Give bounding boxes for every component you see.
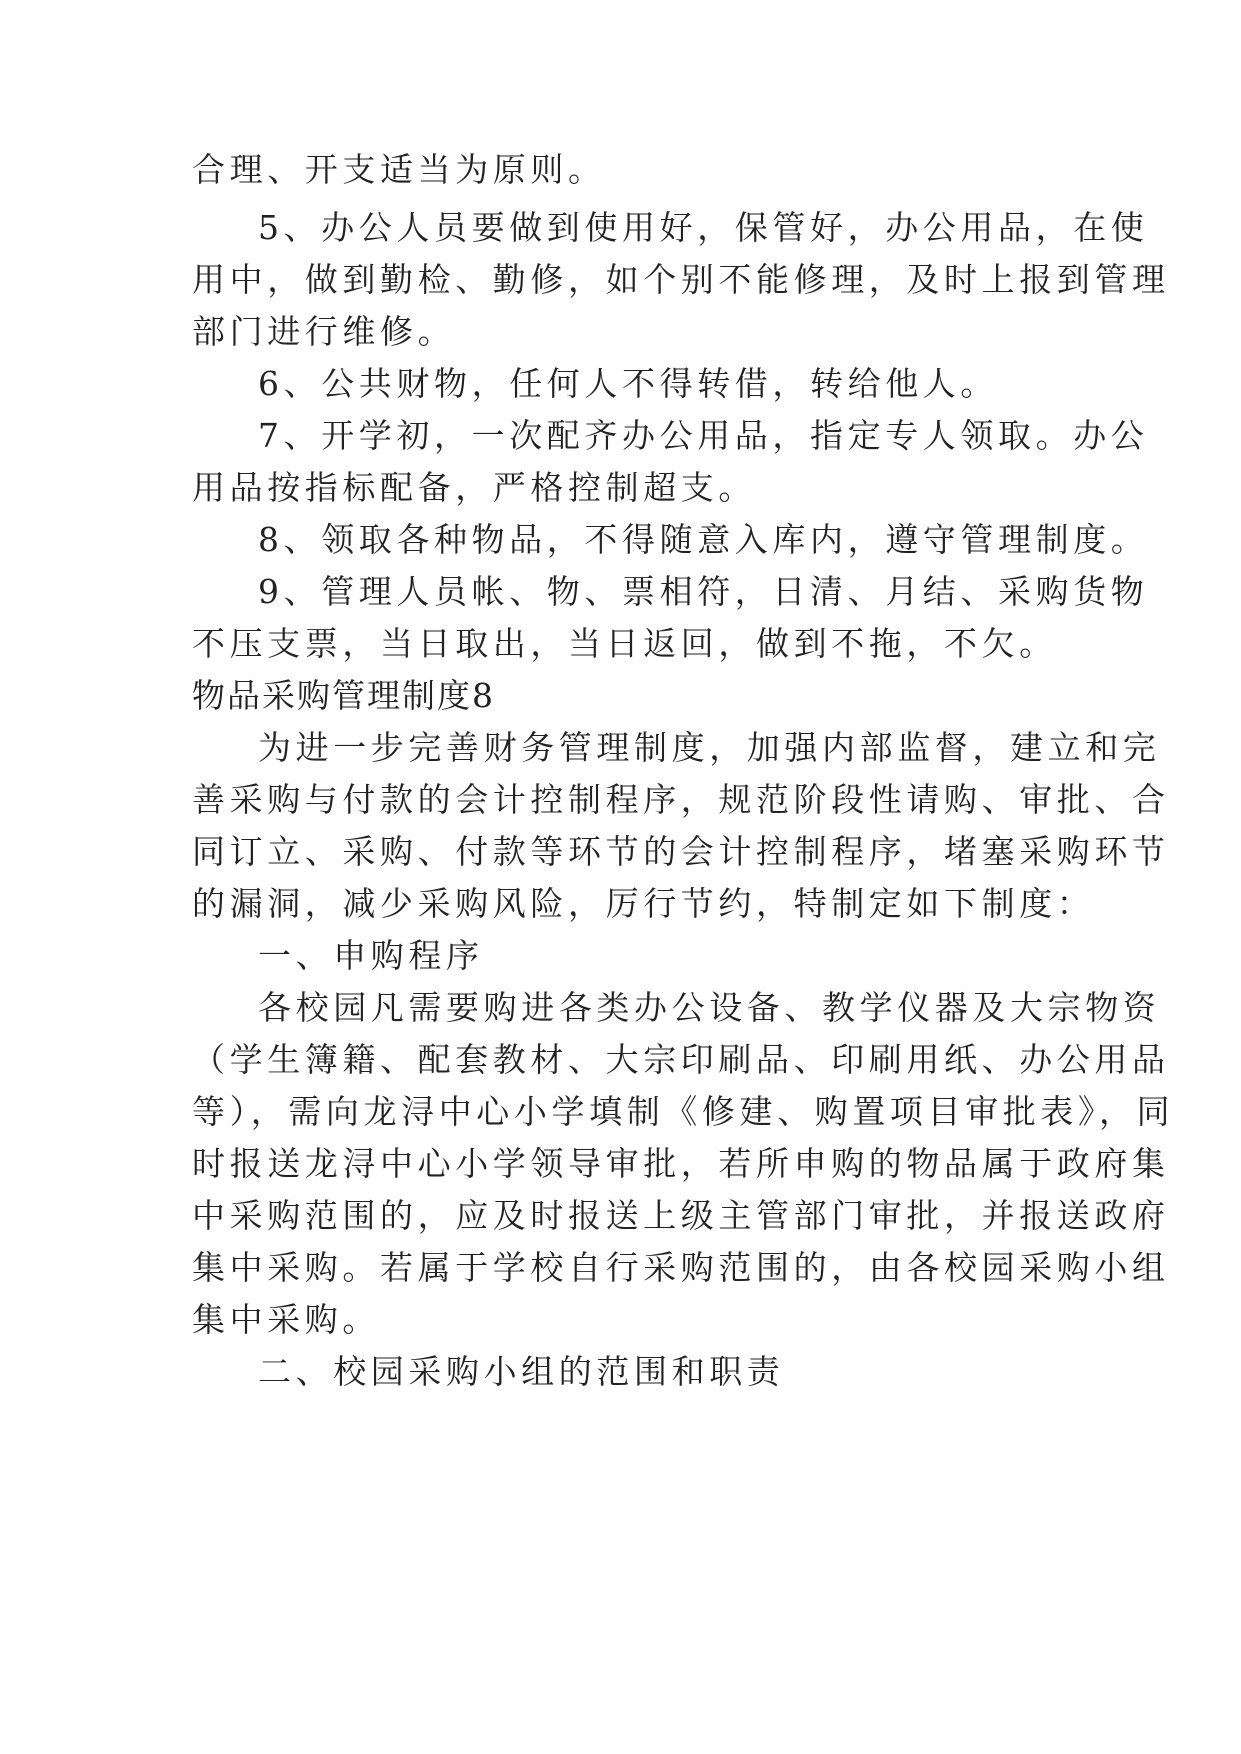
body-line: 善采购与付款的会计控制程序，规范阶段性请购、审批、合 [192,780,1170,819]
body-line: 部门进行维修。 [192,312,456,351]
subheading-2: 二、校园采购小组的范围和职责 [258,1352,785,1391]
list-item-5: 5、办公人员要做到使用好，保管好，办公用品，在使 [258,208,1149,247]
list-item-7: 7、开学初，一次配齐办公用品，指定专人领取。办公 [258,416,1149,455]
body-line: 的漏洞，减少采购风险，厉行节约，特制定如下制度： [192,884,1095,923]
body-line: （学生簿籍、配套教材、大宗印刷品、印刷用纸、办公用品 [192,1040,1170,1079]
list-item-9: 9、管理人员帐、物、票相符，日清、月结、采购货物 [258,572,1149,611]
list-item-8: 8、领取各种物品，不得随意入库内，遵守管理制度。 [258,520,1149,559]
subheading-1: 一、申购程序 [258,936,484,975]
body-line: 合理、开支适当为原则。 [192,150,606,189]
body-line: 集中采购。若属于学校自行采购范围的，由各校园采购小组 [192,1248,1170,1287]
body-line: 不压支票，当日取出，当日返回，做到不拖，不欠。 [192,624,1057,663]
section-heading: 物品采购管理制度8 [192,676,495,715]
body-line: 同订立、采购、付款等环节的会计控制程序，堵塞采购环节 [192,832,1170,871]
body-line: 集中采购。 [192,1300,380,1339]
body-line: 用中，做到勤检、勤修，如个别不能修理，及时上报到管理 [192,260,1170,299]
body-line: 用品按指标配备，严格控制超支。 [192,468,756,507]
paragraph-procedure: 各校园凡需要购进各类办公设备、教学仪器及大宗物资 [258,988,1161,1027]
paragraph-intro: 为进一步完善财务管理制度，加强内部监督，建立和完 [258,728,1161,767]
body-line: 等），需向龙浔中心小学填制《修建、购置项目审批表》，同 [192,1092,1175,1131]
list-item-6: 6、公共财物，任何人不得转借，转给他人。 [258,364,998,403]
body-line: 中采购范围的，应及时报送上级主管部门审批，并报送政府 [192,1196,1170,1235]
body-line: 时报送龙浔中心小学领导审批，若所申购的物品属于政府集 [192,1144,1170,1183]
